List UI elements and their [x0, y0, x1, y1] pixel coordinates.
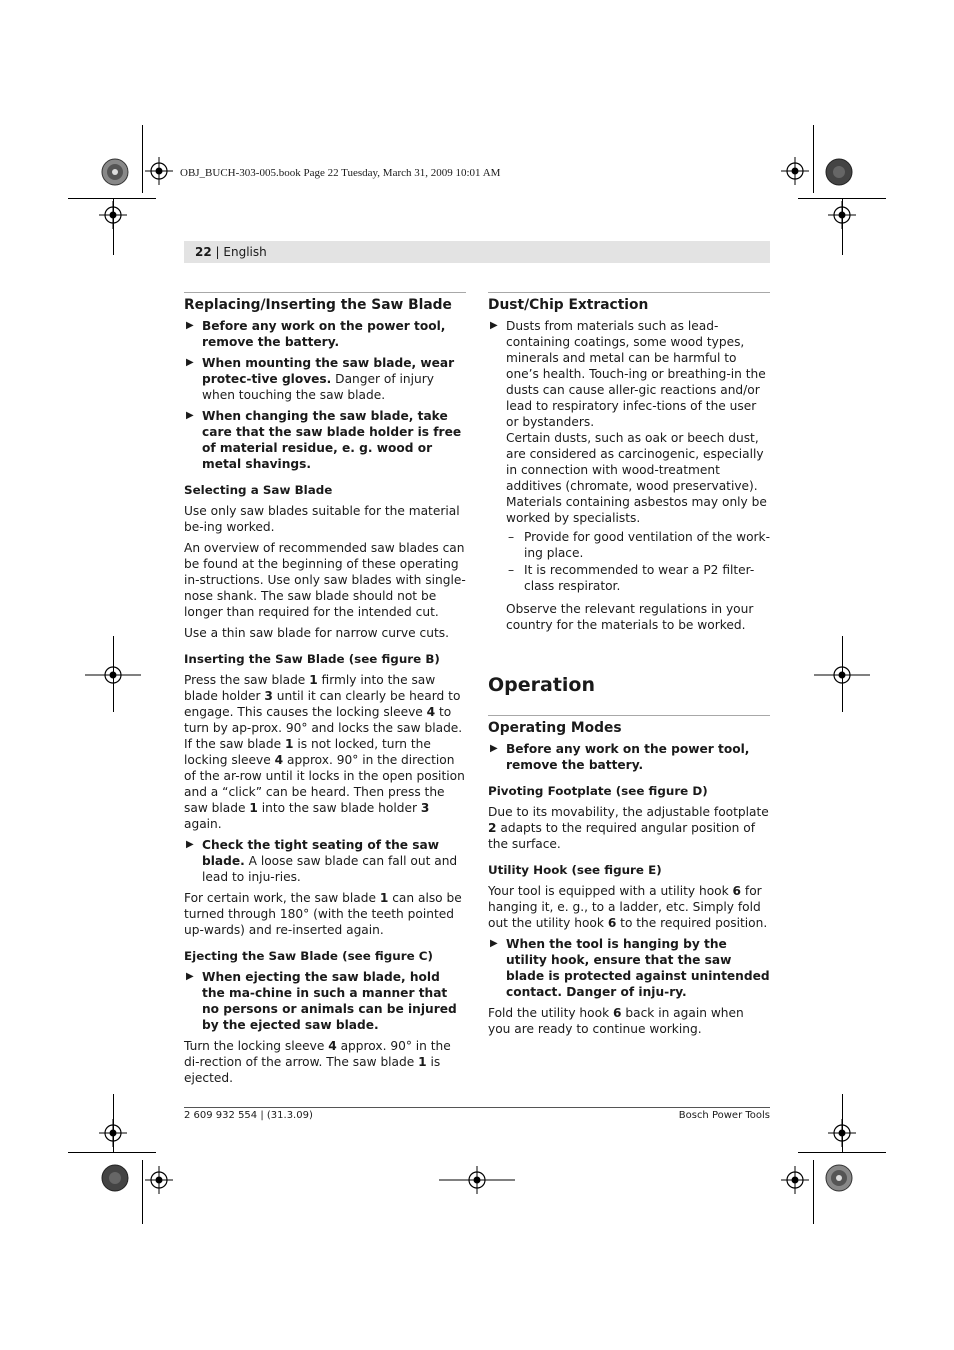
page-number: 22: [195, 245, 212, 259]
footer-brand: Bosch Power Tools: [678, 1110, 770, 1121]
subheading-inserting: Inserting the Saw Blade (see figure B): [184, 652, 440, 666]
dash-item: – It is recommended to wear a P2 filter-class respirator.: [508, 563, 755, 593]
paragraph: Turn the locking sleeve 4 approx. 90° in the di-rection of the arrow. The saw blade 1 is ejected.: [184, 1039, 451, 1085]
page-header-bar: [184, 241, 770, 263]
section-heading-dust: Dust/Chip Extraction: [488, 292, 770, 314]
paragraph: An overview of recommended saw blades can be found at the beginning of these operating in-structions. Use only saw blades with single-nose shank. The saw blade should not be longer than required for the intended cut.: [184, 541, 466, 619]
color-wheel-icon: [825, 1164, 853, 1192]
registration-target-icon: [781, 1166, 809, 1194]
safety-bullet: ▶ When changing the saw blade, take care that the saw blade holder is free of material residue, e. g. wood or metal shavings.: [186, 409, 462, 471]
paragraph: Your tool is equipped with a utility hook 6 for hanging it, e. g., to a ladder, etc. Simply fold out the utility hook 6 to the required position.: [488, 884, 768, 930]
safety-bullet: ▶ Dusts from materials such as lead-containing coatings, some wood types, minerals and metal can be harmful to one’s health. Touch-ing or breathing-in the dusts can cause aller-gic reactions and/or lead to respiratory infec-tions of the user or bystanders.: [490, 319, 766, 429]
paragraph: Due to its movability, the adjustable footplate 2 adapts to the required angular position of the surface.: [488, 805, 769, 851]
subheading-ejecting: Ejecting the Saw Blade (see figure C): [184, 949, 433, 963]
section-heading-replacing: Replacing/Inserting the Saw Blade: [184, 292, 466, 314]
bullet-arrow-icon: ▶: [186, 971, 194, 982]
right-column: [488, 292, 770, 1042]
registration-target-icon: [781, 157, 809, 185]
registration-target-icon: [814, 661, 870, 689]
registration-target-icon: [85, 661, 141, 689]
safety-bullet: ▶ When mounting the saw blade, wear protec-tive gloves. Danger of injury when touching the saw blade.: [186, 356, 455, 402]
registration-target-icon: [828, 201, 856, 229]
registration-target-icon: [828, 1119, 856, 1147]
safety-bullet: ▶ When the tool is hanging by the utility hook, ensure that the saw blade is protected against unintended contact. Danger of inju-ry.: [490, 937, 770, 999]
subheading-pivoting: Pivoting Footplate (see figure D): [488, 784, 708, 798]
bullet-arrow-icon: ▶: [186, 839, 194, 850]
paragraph: Press the saw blade 1 firmly into the saw blade holder 3 until it can clearly be heard to engage. This causes the locking sleeve 4 to turn by ap-prox. 90° and locks the saw blade.: [184, 673, 463, 735]
chapter-heading-operation: Operation: [488, 674, 596, 696]
safety-bullet: ▶ Before any work on the power tool, remove the battery.: [490, 742, 750, 772]
page-language: | English: [215, 245, 267, 259]
registration-target-icon: [145, 157, 173, 185]
paragraph: Fold the utility hook 6 back in again when you are ready to continue working.: [488, 1006, 744, 1036]
footer-rule: [184, 1107, 770, 1108]
bullet-arrow-icon: ▶: [490, 320, 498, 331]
print-header-note: OBJ_BUCH-303-005.book Page 22 Tuesday, March 31, 2009 10:01 AM: [180, 167, 501, 179]
paragraph: Use only saw blades suitable for the material be-ing worked.: [184, 504, 460, 534]
left-column: [184, 292, 466, 1091]
paragraph: Use a thin saw blade for narrow curve cuts.: [184, 626, 449, 640]
bullet-arrow-icon: ▶: [186, 410, 194, 421]
paragraph: If the saw blade 1 is not locked, turn the locking sleeve 4 approx. 90° in the direction of the ar-row until it locks in the open position and a “click” can be heard. Then press the saw blade 1 into the saw blade holder 3 again.: [184, 737, 465, 831]
registration-target-icon: [439, 1166, 515, 1194]
bullet-arrow-icon: ▶: [490, 743, 498, 754]
registration-target-icon: [99, 201, 127, 229]
dash-item: – Provide for good ventilation of the work-ing place.: [508, 530, 770, 560]
subheading-selecting: Selecting a Saw Blade: [184, 483, 333, 497]
paragraph: Observe the relevant regulations in your country for the materials to be worked.: [506, 602, 754, 632]
registration-target-icon: [145, 1166, 173, 1194]
paragraph: Certain dusts, such as oak or beech dust, are considered as carcinogenic, especially in connection with wood-treatment additives (chromate, wood preservative). Materials containing asbestos may only be worked by specialists.: [506, 431, 767, 525]
footer-document-number: 2 609 932 554 | (31.3.09): [184, 1110, 313, 1121]
section-heading-modes: Operating Modes: [488, 715, 770, 737]
safety-bullet: ▶ Check the tight seating of the saw blade. A loose saw blade can fall out and lead to inju-ries.: [186, 838, 458, 884]
bullet-arrow-icon: ▶: [186, 357, 194, 368]
paragraph: For certain work, the saw blade 1 can also be turned through 180° (with the teeth pointed up-wards) and re-inserted again.: [184, 891, 462, 937]
registration-target-icon: [99, 1119, 127, 1147]
color-wheel-icon: [825, 158, 853, 186]
color-wheel-icon: [101, 1164, 129, 1192]
safety-bullet: ▶ When ejecting the saw blade, hold the ma-chine in such a manner that no persons or animals can be injured by the ejected saw blade.: [186, 970, 457, 1032]
bullet-arrow-icon: ▶: [186, 320, 194, 331]
subheading-utility-hook: Utility Hook (see figure E): [488, 863, 662, 877]
safety-bullet: ▶ Before any work on the power tool, remove the battery.: [186, 319, 446, 349]
bullet-arrow-icon: ▶: [490, 938, 498, 949]
color-wheel-icon: [101, 158, 129, 186]
